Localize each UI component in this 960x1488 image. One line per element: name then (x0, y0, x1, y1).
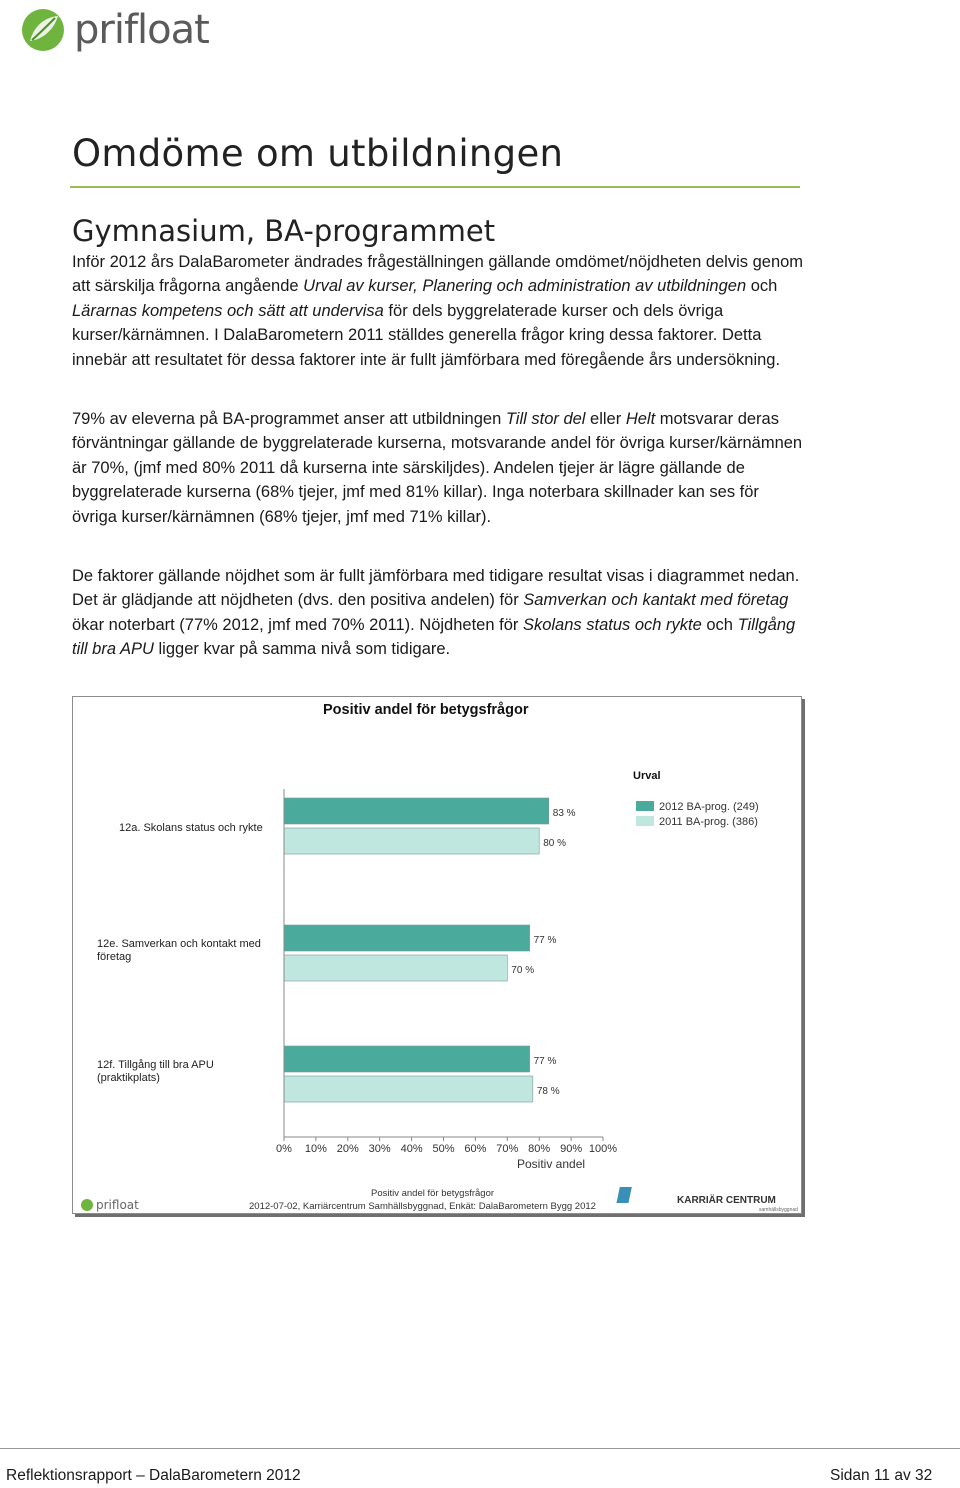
x-tick-label: 80% (528, 1143, 551, 1155)
section-subtitle: Gymnasium, BA-programmet (72, 214, 496, 248)
category-label: 12a. Skolans status och rykte (119, 822, 263, 834)
bar (284, 828, 539, 854)
text-run: ökar noterbart (77% 2012, jmf med 70% 2011). Nöjdheten för (72, 615, 523, 634)
x-tick-label: 30% (368, 1143, 391, 1155)
karriarcentrum-logo (616, 1187, 798, 1213)
x-tick-label: 40% (400, 1143, 423, 1155)
text-run: 79% av eleverna på BA-programmet anser att utbildningen (72, 410, 506, 428)
x-tick-label: 70% (496, 1143, 519, 1155)
bar-value-label: 78 % (536, 1086, 560, 1097)
text-run: ligger kvar på samma nivå som tidigare. (153, 640, 451, 659)
legend-swatch (636, 801, 654, 811)
bar (284, 1076, 533, 1102)
category-label: 12f. Tillgång till bra APU (97, 1059, 214, 1071)
bar-value-label: 70 % (511, 965, 535, 976)
bar-value-label: 80 % (543, 838, 566, 849)
bar-value-label: 83 % (552, 808, 576, 819)
text-run: Skolans status och rykte (522, 615, 702, 634)
x-tick-label: 50% (432, 1143, 455, 1155)
text-run: eller (585, 410, 626, 428)
bar (284, 955, 507, 981)
text-run: och (701, 615, 738, 634)
legend-label: 2012 BA-prog. (249) (659, 801, 759, 813)
chart-footer-brand-small: samhällsbyggnad (759, 1207, 798, 1213)
footer-report-title: Reflektionsrapport – DalaBarometern 2012 (6, 1467, 301, 1484)
chart-footer-leaf-icon (81, 1199, 93, 1211)
category-label: (praktikplats) (97, 1072, 160, 1084)
text-run: Inför 2012 års DalaBarometer ändrades frågeställningen gällande omdömet/nöjdheten delvis genom att särskilja frågorna angående (72, 253, 804, 296)
footer-page-number: Sidan 11 av 32 (830, 1467, 933, 1484)
text-run: Lärarnas kompetens och sätt att undervisa (72, 301, 384, 320)
bar (284, 925, 530, 951)
chart-footer-brand: KARRIÄR CENTRUM (677, 1195, 776, 1206)
x-tick-label: 100% (588, 1143, 618, 1155)
x-axis-label: Positiv andel (517, 1157, 586, 1171)
category-label: företag (97, 951, 132, 963)
karriarcentrum-mark-icon (616, 1187, 631, 1203)
bar-value-label: 77 % (533, 1056, 557, 1067)
x-tick-label: 60% (464, 1143, 487, 1155)
legend-title: Urval (633, 770, 661, 782)
chart-title: Positiv andel för betygsfrågor (323, 702, 529, 718)
logo-wordmark: prifloat (74, 7, 209, 53)
satisfaction-chart (72, 696, 802, 1214)
text-run: Samverkan och kantakt med företag (523, 591, 789, 610)
leaf-circle-icon (20, 7, 66, 53)
text-run: Tillgång till bra APU (72, 615, 796, 659)
legend-label: 2011 BA-prog. (386) (659, 816, 758, 828)
bar (284, 1046, 530, 1072)
chart-footer-source: 2012-07-02, Karriärcentrum Samhällsbyggnad, Enkät: DalaBarometern Bygg 2012 (249, 1201, 596, 1212)
paragraph-1 (72, 250, 808, 372)
chart-footer-logo-text: prifloat (96, 1198, 139, 1212)
chart-canvas (73, 697, 801, 1213)
text-run: motsvarar deras förväntningar gällande de byggrelaterade kurserna, motsvarande andel för övriga kurser/kärnämnen är 70%, (jmf med 80% 2011 då kurserna inte särskiljdes). Andelen tjejer är lägre gällande de byggrelaterade kurserna (68% tjejer, jmf med 81% killar). Inga noterbara skillnader kan ses för övriga kurser/kärnämnen (68% tjejer, jmf med 71% killar). (72, 410, 803, 526)
chart-footer-subtitle: Positiv andel för betygsfrågor (371, 1188, 495, 1199)
bar-value-label: 77 % (533, 935, 557, 946)
page-title: Omdöme om utbildningen (72, 132, 564, 175)
x-tick-label: 20% (336, 1143, 359, 1155)
text-run: och (746, 277, 778, 296)
legend-swatch (636, 816, 654, 826)
text-run: för dels byggrelaterade kurser och dels övriga kurser/kärnämnen. I DalaBarometern 2011 ställdes generella frågor kring dessa faktorer. Detta innebär att resultatet för dessa faktorer inte är fullt jämförbara med föregående års undersökning. (72, 301, 781, 369)
text-run: Helt (625, 410, 656, 428)
chart-footer-logo (81, 1198, 139, 1212)
prifloat-logo (20, 5, 209, 55)
text-run: Till stor del (505, 410, 586, 428)
title-underline (70, 186, 800, 188)
text-run: Urval av kurser, Planering och administration av utbildningen (303, 277, 747, 296)
x-tick-label: 0% (276, 1143, 292, 1155)
x-tick-label: 90% (560, 1143, 583, 1155)
x-tick-label: 10% (304, 1143, 327, 1155)
paragraph-3 (72, 564, 808, 662)
paragraph-2 (72, 407, 808, 529)
bar (284, 798, 549, 824)
category-label: 12e. Samverkan och kontakt med (97, 938, 261, 950)
footer-divider (0, 1448, 960, 1449)
text-run: De faktorer gällande nöjdhet som är fullt jämförbara med tidigare resultat visas i diagrammet nedan. Det är glädjande att nöjdheten (dvs. den positiva andelen) för (72, 567, 800, 610)
